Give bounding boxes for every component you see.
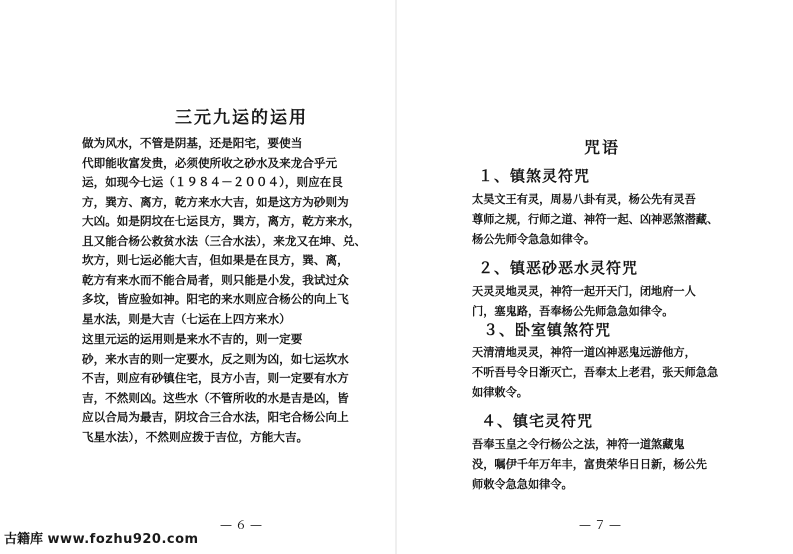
page-number: —７— bbox=[579, 518, 625, 532]
text-line: 砂，来水吉的则一定要水，反之则为凶，如七运坎水 bbox=[82, 351, 349, 366]
text-line: 如律敕令。 bbox=[472, 385, 528, 399]
section-body bbox=[472, 189, 718, 249]
section-body bbox=[472, 342, 718, 402]
text-line: 星水法，则是大吉（七运在上四方来水） bbox=[82, 311, 291, 326]
left-page bbox=[0, 0, 396, 554]
text-line: 没，嘱伊千年万年丰，富贵荣华日日新，杨公先 bbox=[472, 457, 707, 471]
text-line: 太昊文王有灵，周易八卦有灵，杨公先有灵吾 bbox=[472, 192, 696, 206]
page-number: —６— bbox=[220, 518, 266, 532]
site-watermark[interactable] bbox=[4, 528, 199, 547]
text-line: 杨公先师令急急如律令。 bbox=[472, 232, 596, 246]
text-line: 坎方，则七运必能大吉，但如果是在艮方，巽、离， bbox=[82, 253, 349, 267]
section-heading: １、镇煞灵符咒 bbox=[478, 167, 591, 185]
site-url[interactable]: www.fozhu920.com bbox=[47, 532, 199, 547]
text-line: 大凶。如是阴坟在七运艮方，巽方，离方，乾方来水， bbox=[82, 214, 361, 228]
text-line: 应以合局为最吉，阴坟合三合水法，阳宅合杨公向上 bbox=[82, 410, 349, 424]
text-line: 不听吾号令日渐灭亡，吾奉太上老君，张天师急急 bbox=[472, 365, 719, 379]
text-line: 吉，不然则凶。这些水（不管所收的水是吉是凶，皆 bbox=[82, 390, 349, 405]
section-body bbox=[472, 281, 696, 321]
text-line: 多坟，皆应验如神。阳宅的来水则应合杨公的向上飞 bbox=[82, 292, 349, 306]
page-title: 咒语 bbox=[584, 138, 621, 157]
text-line: 师敕令急急如律令。 bbox=[472, 477, 573, 491]
text-line: 方，巽方、离方，乾方来水大吉，如是这方为砂则为 bbox=[82, 194, 349, 209]
text-line: 不吉，则应有砂镇住宅，艮方小吉，则一定要有水方 bbox=[82, 371, 349, 385]
text-line: 运，如现今七运（１９８４－２００４），则应在艮 bbox=[82, 175, 343, 189]
text-line: 门，塞鬼路，吾奉杨公先师急急如律令。 bbox=[472, 304, 674, 318]
text-line: 尊师之规，行师之道、神符一起、凶神恶煞潜藏、 bbox=[472, 212, 719, 226]
page-title: 三元九运的运用 bbox=[175, 108, 308, 128]
right-page bbox=[396, 0, 793, 554]
text-line: 做为风水，不管是阴基，还是阳宅，要使当 bbox=[82, 136, 303, 150]
text-line: 且又能合杨公救贫水法（三合水法），来龙又在坤、兑、 bbox=[82, 233, 367, 248]
text-line: 这里元运的运用则是来水不吉的，则一定要 bbox=[82, 332, 303, 346]
text-line: 吾奉玉皇之令行杨公之法，神符一道煞藏鬼 bbox=[472, 437, 685, 451]
text-line: 飞星水法），不然则应拨于吉位，方能大吉。 bbox=[82, 429, 309, 444]
paragraph-1 bbox=[82, 134, 366, 329]
section-heading: ３、卧室镇煞符咒 bbox=[483, 321, 612, 339]
site-name: 古籍库 bbox=[4, 532, 44, 547]
section-body bbox=[472, 434, 707, 494]
section-heading: ２、镇恶砂恶水灵符咒 bbox=[478, 259, 639, 277]
text-line: 天清清地灵灵，神符一道凶神恶鬼远游他方， bbox=[472, 345, 696, 359]
paragraph-2 bbox=[82, 330, 349, 447]
section-heading: ４、镇宅灵符咒 bbox=[481, 412, 594, 430]
text-line: 天灵灵地灵灵，神符一起开天门，闭地府一人 bbox=[472, 284, 696, 298]
text-line: 代即能收富发贵，必须使所收之砂水及来龙合乎元 bbox=[82, 155, 338, 170]
text-line: 乾方有来水而不能合局者，则只能是小发，我试过众 bbox=[82, 272, 349, 287]
